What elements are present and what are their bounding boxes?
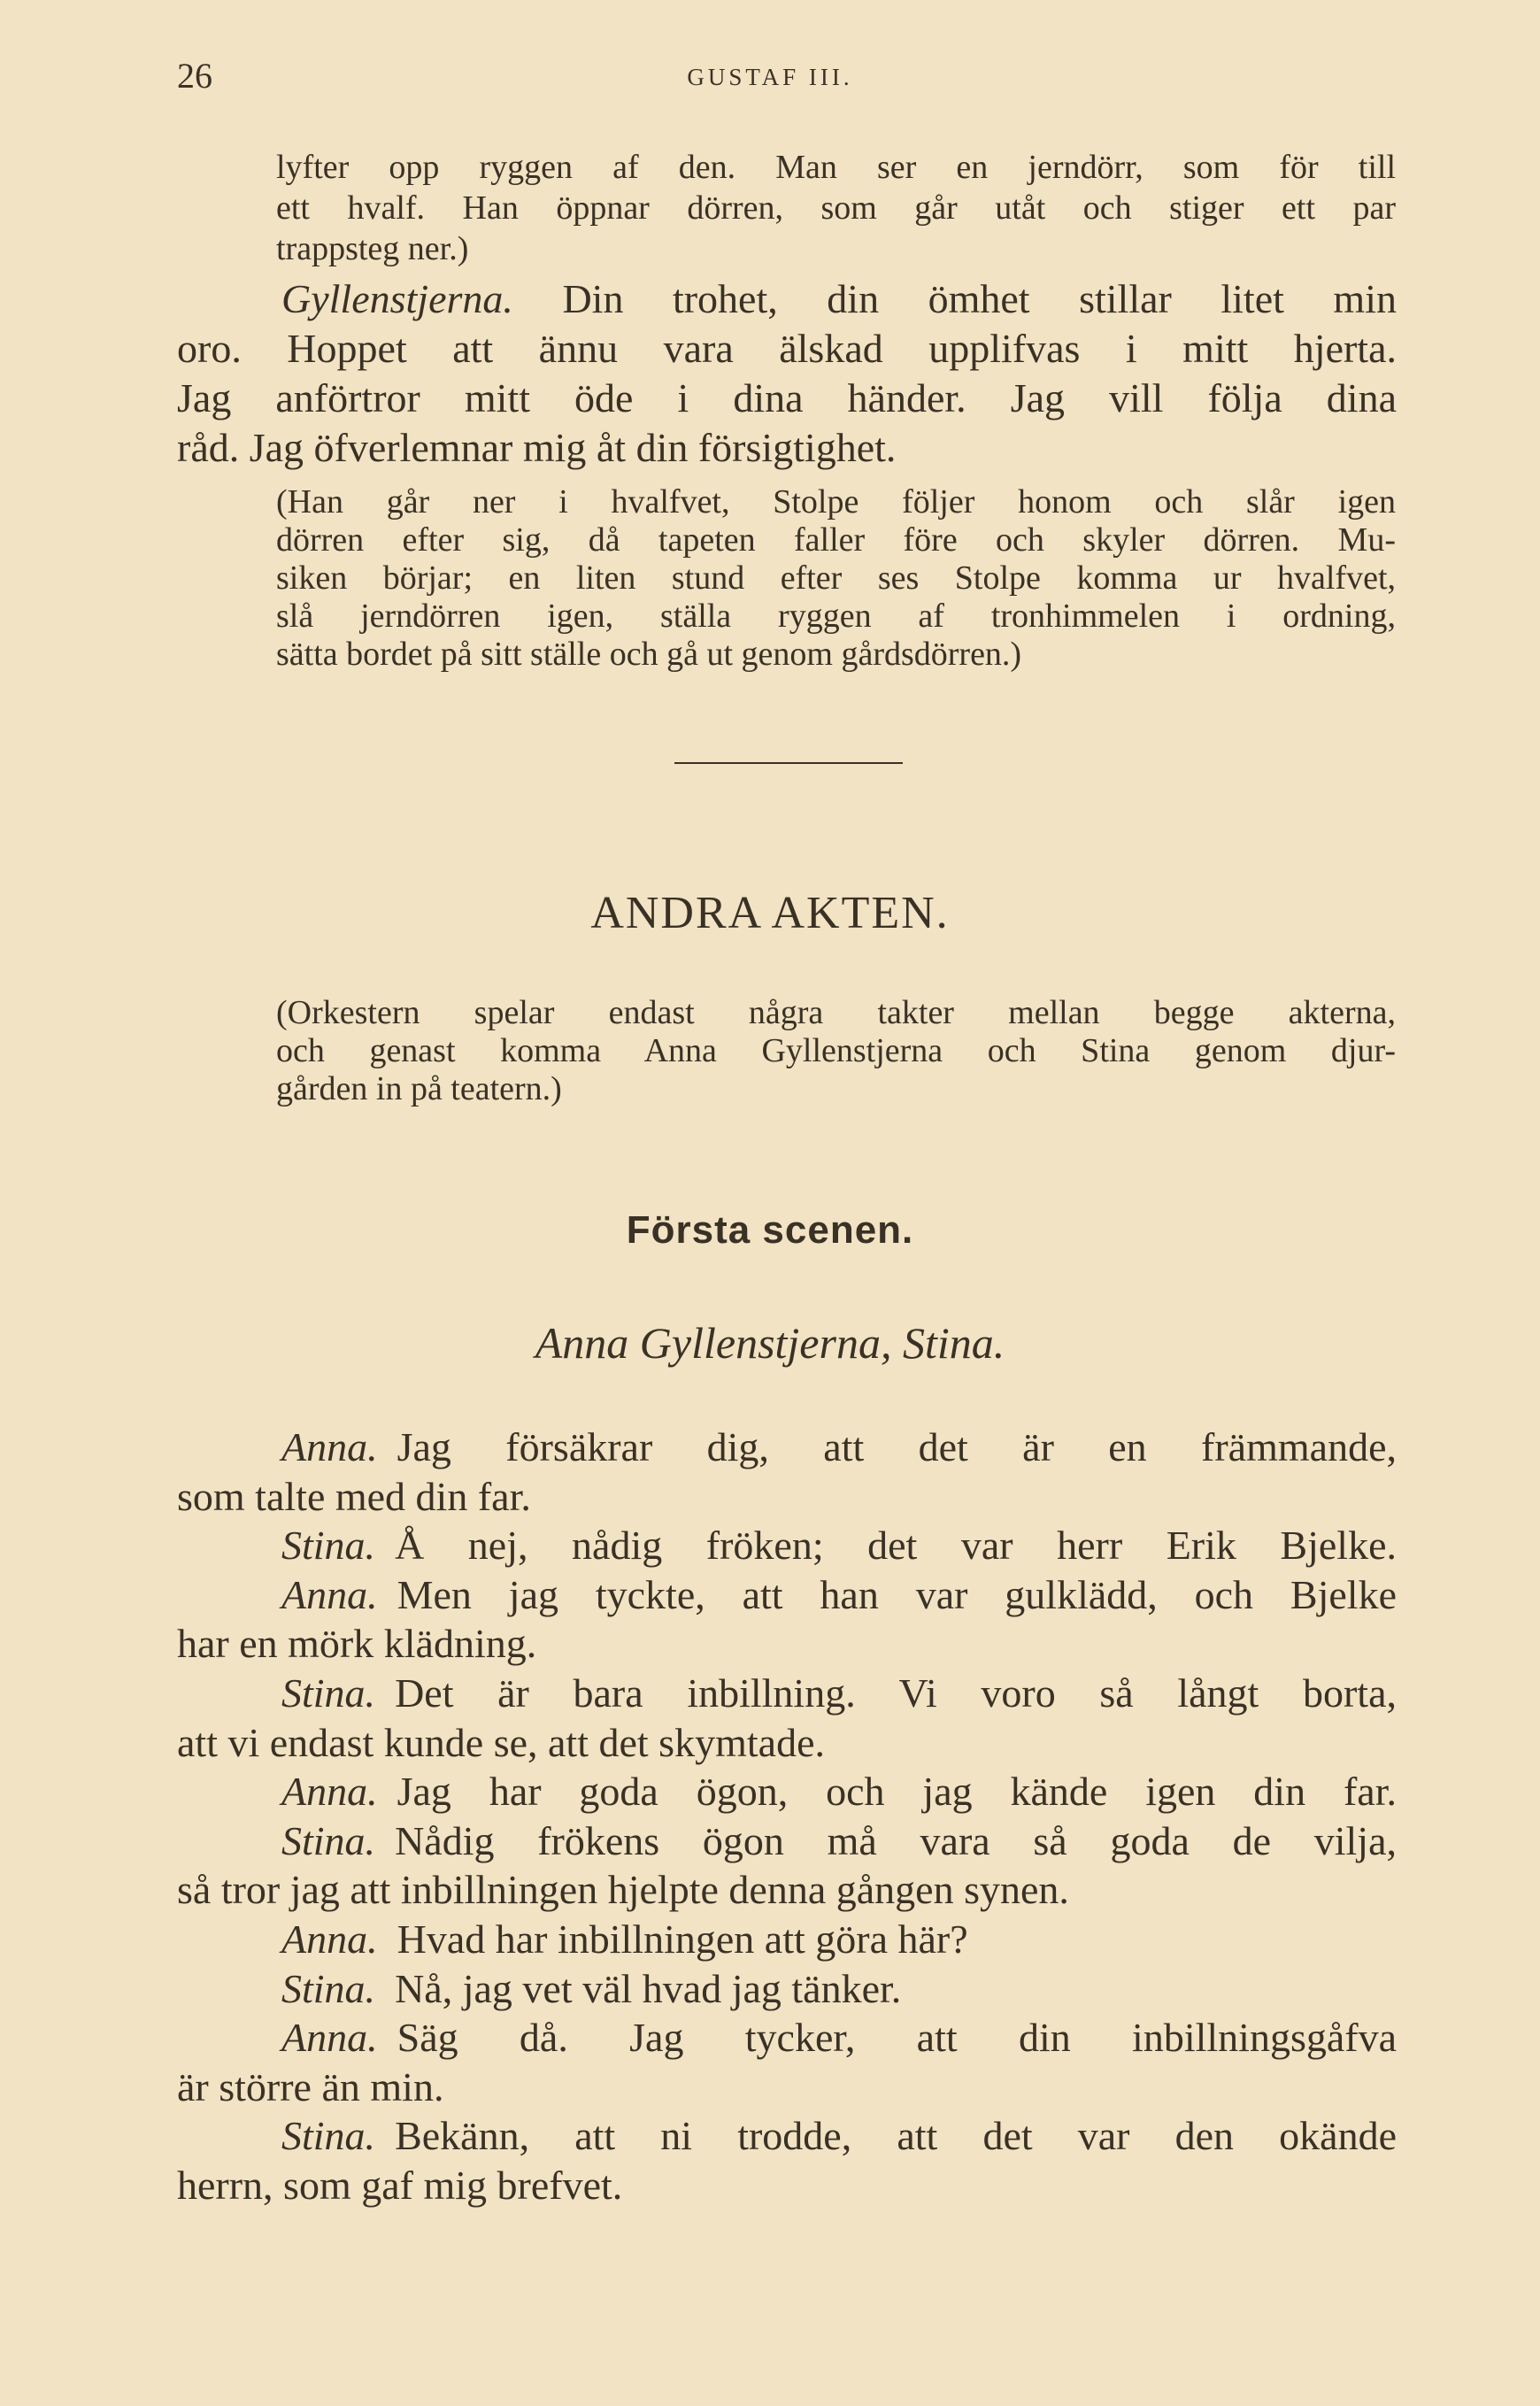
act-title: ANDRA AKTEN. xyxy=(590,888,950,938)
dialogue-line xyxy=(177,1816,1397,1866)
text-line: Nå, jag vet väl hvad jag tänker. xyxy=(395,1965,902,2011)
text-line: sätta bordet på sitt ställe och gå ut genom gårdsdörren.) xyxy=(276,636,1022,673)
speech-gyllenstjerna xyxy=(177,274,1397,473)
text-line: Det är bara inbillning. Vi voro så långt borta, xyxy=(395,1670,1397,1716)
speaker-name: Stina. xyxy=(281,1817,376,1863)
text-line: och genast komma Anna Gyllenstjerna och Stina genom djur- xyxy=(276,1032,1396,1069)
scene-title: Första scenen. xyxy=(626,1208,914,1252)
text-line: lyfter opp ryggen af den. Man ser en jerndörr, som för till xyxy=(276,149,1396,186)
text-line: Å nej, nådig fröken; det var herr Erik Bjelke. xyxy=(395,1523,1397,1569)
dialogue-line xyxy=(177,2111,1397,2161)
text-line: är större än min. xyxy=(177,2063,444,2109)
text-line: oro. Hoppet att ännu vara älskad upplifvas i mitt hjerta. xyxy=(177,326,1397,371)
text-line: att vi endast kunde se, att det skymtade. xyxy=(177,1719,825,1765)
scene-persons: Anna Gyllenstjerna, Stina. xyxy=(535,1318,1005,1368)
dialogue-line xyxy=(177,1669,1397,1718)
dialogue-line xyxy=(177,1767,1397,1816)
text-line: Jag har goda ögon, och jag kände igen din far. xyxy=(397,1769,1397,1815)
dialogue-line xyxy=(177,1964,1397,2014)
dialogue xyxy=(177,1423,1397,2210)
speaker-name: Stina. xyxy=(281,2113,376,2159)
text-line: Din trohet, din ömhet stillar litet min xyxy=(562,276,1397,321)
dialogue-line xyxy=(177,2013,1397,2063)
page-number: 26 xyxy=(177,56,212,96)
text-line: slå jerndörren igen, ställa ryggen af tronhimmelen i ordning, xyxy=(276,598,1396,635)
text-line: så tror jag att inbillningen hjelpte denna gången synen. xyxy=(177,1867,1069,1913)
text-line: trappsteg ner.) xyxy=(276,230,469,267)
speaker-name: Gyllenstjerna. xyxy=(281,276,513,321)
stage-direction-2 xyxy=(276,483,1396,674)
text-line: har en mörk klädning. xyxy=(177,1621,537,1667)
speaker-name: Anna. xyxy=(281,2015,378,2061)
speaker-name: Anna. xyxy=(281,1424,378,1469)
text-line: (Orkestern spelar endast några takter mellan begge akterna, xyxy=(276,994,1396,1031)
dialogue-line xyxy=(177,1570,1397,1620)
speaker-name: Anna. xyxy=(281,1571,378,1617)
speaker-name: Anna. xyxy=(281,1916,378,1962)
text-line: gården in på teatern.) xyxy=(276,1070,562,1107)
text-line: Men jag tyckte, att han var gulklädd, och Bjelke xyxy=(397,1571,1397,1617)
speaker-name: Stina. xyxy=(281,1965,376,2011)
text-line: Säg då. Jag tycker, att din inbillningsgåfva xyxy=(397,2015,1397,2061)
text-line: siken börjar; en liten stund efter ses Stolpe komma ur hvalfvet, xyxy=(276,559,1396,597)
dialogue-line xyxy=(177,1423,1397,1472)
speaker-name: Stina. xyxy=(281,1670,376,1716)
section-divider xyxy=(674,762,903,764)
text-line: dörren efter sig, då tapeten faller före och skyler dörren. Mu- xyxy=(276,521,1396,559)
text-line: Nådig frökens ögon må vara så goda de vilja, xyxy=(395,1817,1397,1863)
dialogue-line xyxy=(177,1521,1397,1570)
text-line: herrn, som gaf mig brefvet. xyxy=(177,2162,623,2208)
text-line: ett hvalf. Han öppnar dörren, som går utåt och stiger ett par xyxy=(276,189,1396,227)
speaker-name: Anna. xyxy=(281,1769,378,1815)
running-title: GUSTAF III. xyxy=(687,64,853,90)
stage-direction-3 xyxy=(276,994,1396,1108)
text-line: Bekänn, att ni trodde, att det var den okände xyxy=(395,2113,1397,2159)
text-line: (Han går ner i hvalfvet, Stolpe följer honom och slår igen xyxy=(276,483,1396,521)
text-line: Jag försäkrar dig, att det är en främmande, xyxy=(397,1424,1397,1469)
text-line: råd. Jag öfverlemnar mig åt din försigtighet. xyxy=(177,425,897,470)
stage-direction-1 xyxy=(276,147,1396,269)
text-line: Hvad har inbillningen att göra här? xyxy=(397,1916,968,1962)
dialogue-line xyxy=(177,1915,1397,1964)
speaker-name: Stina. xyxy=(281,1523,376,1569)
text-line: som talte med din far. xyxy=(177,1473,531,1519)
text-line: Jag anförtror mitt öde i dina händer. Jag vill följa dina xyxy=(177,375,1397,420)
